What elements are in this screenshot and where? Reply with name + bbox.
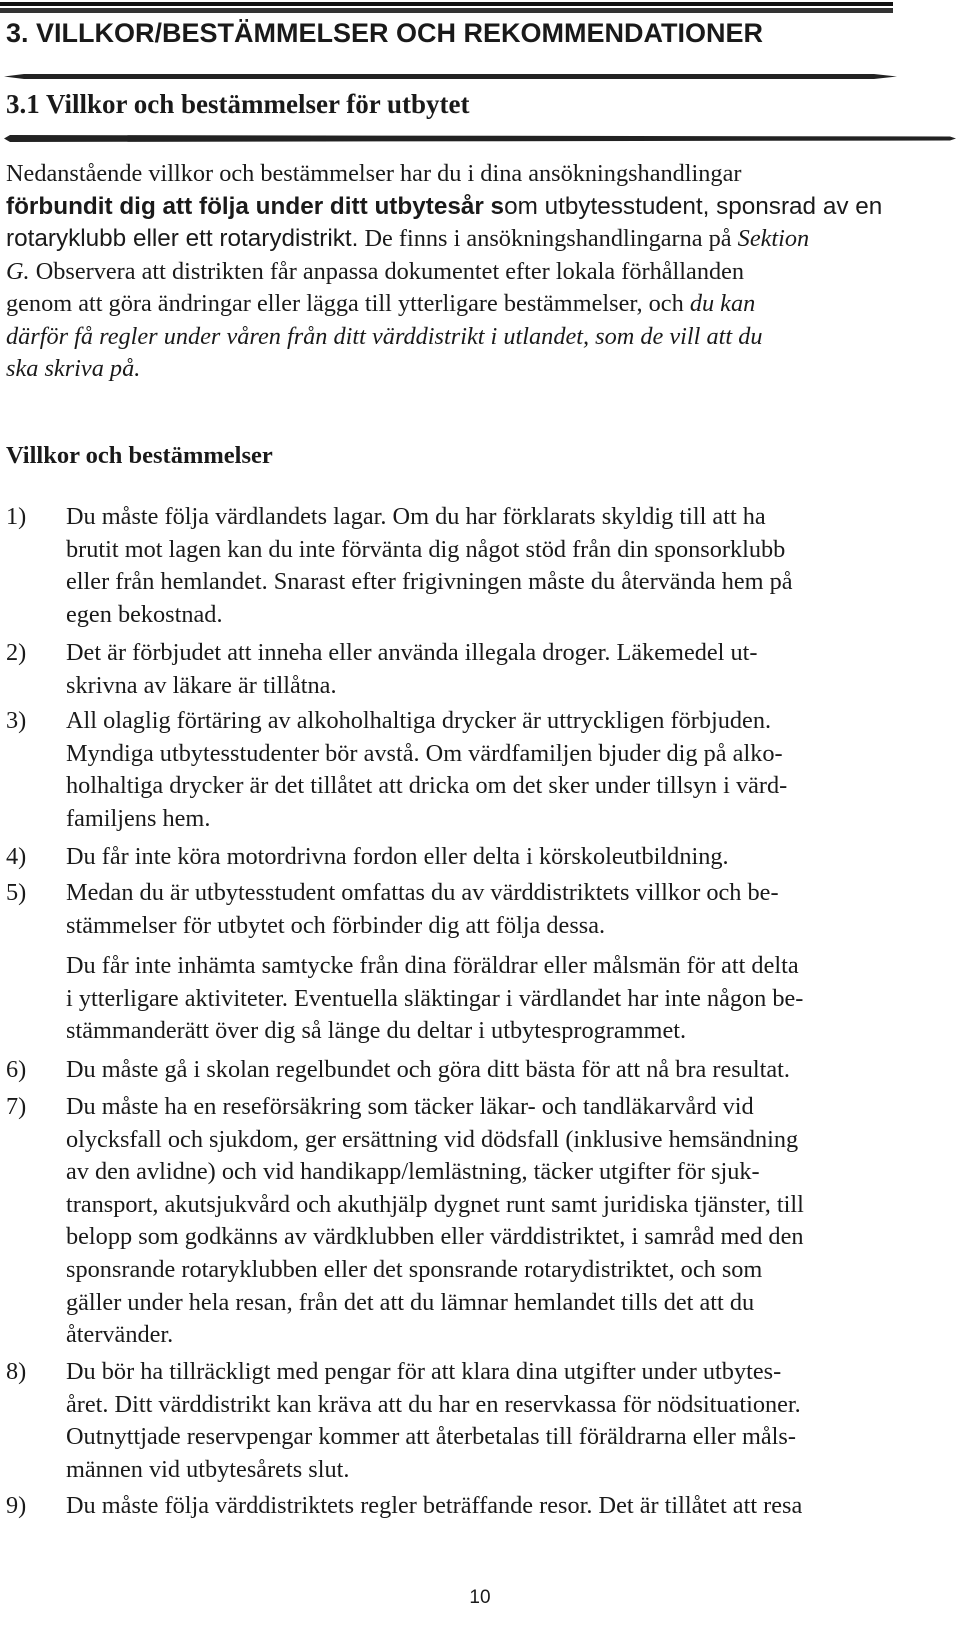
subsection-title: Villkor och bestämmelser — [6, 442, 273, 469]
list-item-number: 7) — [6, 1093, 27, 1120]
intro-line — [6, 256, 956, 289]
list-item-line: Du måste följa värddistriktets regler beträffande resor. Det är tillåtet att resa — [66, 1492, 803, 1519]
list-item-line: stämmanderätt över dig så länge du deltar i utbytesprogrammet. — [66, 1017, 687, 1045]
list-item-line: sponsrande rotaryklubben eller det sponsrande rotarydistriktet, och som — [66, 1255, 763, 1283]
intro-line — [6, 353, 956, 386]
list-item-line: i ytterligare aktiviteter. Eventuella släktingar i värdlandet har inte någon be- — [66, 984, 804, 1012]
list-item-line: brutit mot lagen kan du inte förvänta dig något stöd från din sponsorklubb — [66, 535, 786, 563]
list-item-line: Du måste gå i skolan regelbundet och göra ditt bästa för att nå bra resultat. — [66, 1056, 790, 1083]
list-item-line: egen bekostnad. — [66, 600, 223, 628]
intro-bold-text: förbundit dig att följa under ditt utbytesår s — [6, 192, 505, 220]
list-item-body — [66, 877, 960, 942]
list-item-line: holhaltiga drycker är det tillåtet att dricka om det sker under tillsyn i värd- — [66, 772, 788, 800]
list-item-line: Du bör ha tillräckligt med pengar för att klara dina utgifter under utbytes- — [66, 1358, 782, 1385]
list-item-body — [66, 1356, 960, 1486]
intro-line — [6, 191, 956, 224]
intro-italic-text: Sektion — [737, 225, 810, 252]
list-item-body — [66, 705, 960, 835]
list-item-line: All olaglig förtäring av alkoholhaltiga drycker är uttryckligen förbjuden. — [66, 707, 772, 734]
list-item-line: Myndiga utbytesstudenter bör avstå. Om värdfamiljen bjuder dig på alko- — [66, 739, 783, 767]
list-item-line: Medan du är utbytesstudent omfattas du av värddistriktets villkor och be- — [66, 879, 779, 906]
intro-italic-text: ska skriva på. — [6, 355, 141, 382]
list-item-line: familjens hem. — [66, 804, 211, 832]
intro-line — [6, 288, 956, 321]
intro-text: genom att göra ändringar eller lägga till ytterligare bestämmelser, och — [6, 290, 690, 317]
list-item-body — [66, 1490, 960, 1523]
page-number: 10 — [469, 1587, 491, 1608]
intro-line — [6, 321, 956, 354]
list-item-number: 2) — [6, 639, 27, 666]
intro-text: Observera att distrikten får anpassa dokumentet efter lokala förhållanden — [29, 257, 745, 285]
intro-text: rotaryklubb eller ett rotarydistrikt. — [6, 225, 359, 252]
list-item-line: Outnyttjade reservpengar kommer att återbetalas till föräldrarna eller måls- — [66, 1423, 796, 1451]
list-item-line: Du får inte inhämta samtycke från dina föräldrar eller målsmän för att delta — [66, 952, 799, 979]
list-item-line: Det är förbjudet att inneha eller använda illegala droger. Läkemedel ut- — [66, 639, 758, 666]
list-item-line: av den avlidne) och vid handikapp/lemlästning, täcker utgifter för sjuk- — [66, 1158, 760, 1186]
list-item-body — [66, 501, 960, 631]
intro-line — [6, 223, 956, 256]
list-item-line: Du måste följa värdlandets lagar. Om du har förklarats skyldig till att ha — [66, 503, 766, 530]
list-item-line: männen vid utbytesårets slut. — [66, 1455, 350, 1483]
chapter-heading: 3. VILLKOR/BESTÄMMELSER OCH REKOMMENDATIONER — [6, 18, 764, 48]
list-item-number: 6) — [6, 1056, 27, 1083]
list-item-line: återvänder. — [66, 1321, 174, 1349]
intro-text: Nedanstående villkor och bestämmelser har du i dina ansökningshandlingar — [6, 160, 742, 187]
intro-text: om utbytesstudent, sponsrad av en — [504, 192, 883, 220]
list-item-line: gäller under hela resan, från det att du lämnar hemlandet tills det att du — [66, 1288, 755, 1316]
list-item-number: 3) — [6, 707, 27, 734]
list-item-number: 4) — [6, 843, 27, 870]
list-item-line: Du måste ha en reseförsäkring som täcker läkar- och tandläkarvård vid — [66, 1093, 754, 1120]
list-item-body — [66, 841, 960, 874]
list-item-body — [66, 1054, 960, 1087]
list-item-number: 1) — [6, 503, 27, 530]
list-item-line: skrivna av läkare är tillåtna. — [66, 671, 337, 699]
list-item-line: belopp som godkänns av värdklubben eller värddistriktet, i samråd med den — [66, 1223, 804, 1251]
intro-italic-text: G. — [6, 257, 30, 285]
list-item-line: året. Ditt värddistrikt kan kräva att du har en reservkassa för nödsituationer. — [66, 1390, 801, 1418]
list-item-line: olycksfall och sjukdom, ger ersättning vid dödsfall (inklusive hemsändning — [66, 1125, 799, 1153]
list-item-line: Du får inte köra motordrivna fordon eller delta i körskoleutbildning. — [66, 843, 729, 870]
list-item-body — [66, 637, 960, 702]
list-item-line: transport, akutsjukvård och akuthjälp dygnet runt samt juridiska tjänster, till — [66, 1190, 804, 1218]
intro-text: De finns i ansökningshandlingarna på — [358, 225, 738, 252]
list-item-number: 9) — [6, 1492, 27, 1519]
list-item-line: stämmelser för utbytet och förbinder dig att följa dessa. — [66, 911, 606, 939]
section-heading: 3.1 Villkor och bestämmelser för utbytet — [6, 89, 470, 119]
list-item-number: 8) — [6, 1358, 27, 1385]
list-item-number: 5) — [6, 879, 27, 906]
heading-rule — [4, 73, 897, 80]
list-item-line: eller från hemlandet. Snarast efter frigivningen måste du återvända hem på — [66, 568, 793, 596]
top-rule — [0, 2, 893, 13]
intro-italic-text: du kan — [689, 290, 756, 317]
intro-italic-text: därför få regler under våren från ditt värddistrikt i utlandet, som de vill att du — [6, 322, 763, 350]
list-item-body — [66, 1091, 960, 1352]
subheading-rule — [4, 134, 956, 143]
intro-paragraph — [6, 158, 956, 386]
list-item-body — [66, 950, 960, 1048]
intro-line — [6, 158, 956, 191]
